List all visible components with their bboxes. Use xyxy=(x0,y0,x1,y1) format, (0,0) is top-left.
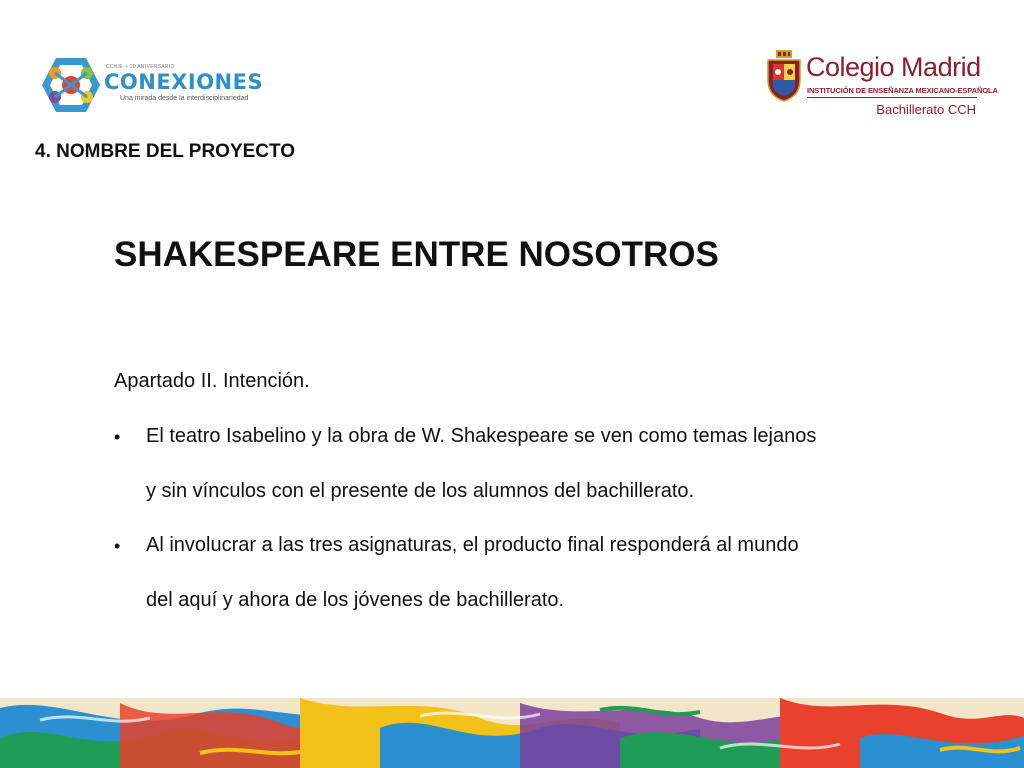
section-heading: 4. NOMBRE DEL PROYECTO xyxy=(35,141,296,162)
bullet-line: y sin vínculos con el presente de los alumnos del bachillerato. xyxy=(146,480,695,502)
bullet-marker: • xyxy=(114,427,121,447)
conexiones-wordmark: CONEXIONES xyxy=(104,70,264,94)
conexiones-emblem-icon xyxy=(40,56,102,114)
logo-divider xyxy=(807,97,977,98)
colegio-madrid-program: Bachillerato CCH xyxy=(876,102,976,117)
decorative-painting-strip xyxy=(0,698,1024,768)
bullet-line: Al involucrar a las tres asignaturas, el producto final responderá al mundo xyxy=(146,534,799,556)
conexiones-logo xyxy=(40,56,270,114)
conexiones-anniversary-text: CCH/E + 10 ANIVERSARIO xyxy=(106,64,175,70)
subsection-heading: Apartado II. Intención. xyxy=(114,370,310,392)
bullet-marker: • xyxy=(114,536,121,556)
bullet-line: El teatro Isabelino y la obra de W. Shakespeare se ven como temas lejanos xyxy=(146,425,817,447)
project-title: SHAKESPEARE ENTRE NOSOTROS xyxy=(114,235,719,274)
conexiones-tagline: Una mirada desde la interdisciplinariedad xyxy=(120,95,249,102)
colegio-madrid-logo xyxy=(764,48,998,120)
bullet-line: del aquí y ahora de los jóvenes de bachillerato. xyxy=(146,589,565,611)
colegio-madrid-institution: INSTITUCIÓN DE ENSEÑANZA MEXICANO-ESPAÑOLA xyxy=(807,86,998,95)
school-crest-icon xyxy=(764,50,804,102)
colegio-madrid-name: Colegio Madrid xyxy=(806,52,981,82)
